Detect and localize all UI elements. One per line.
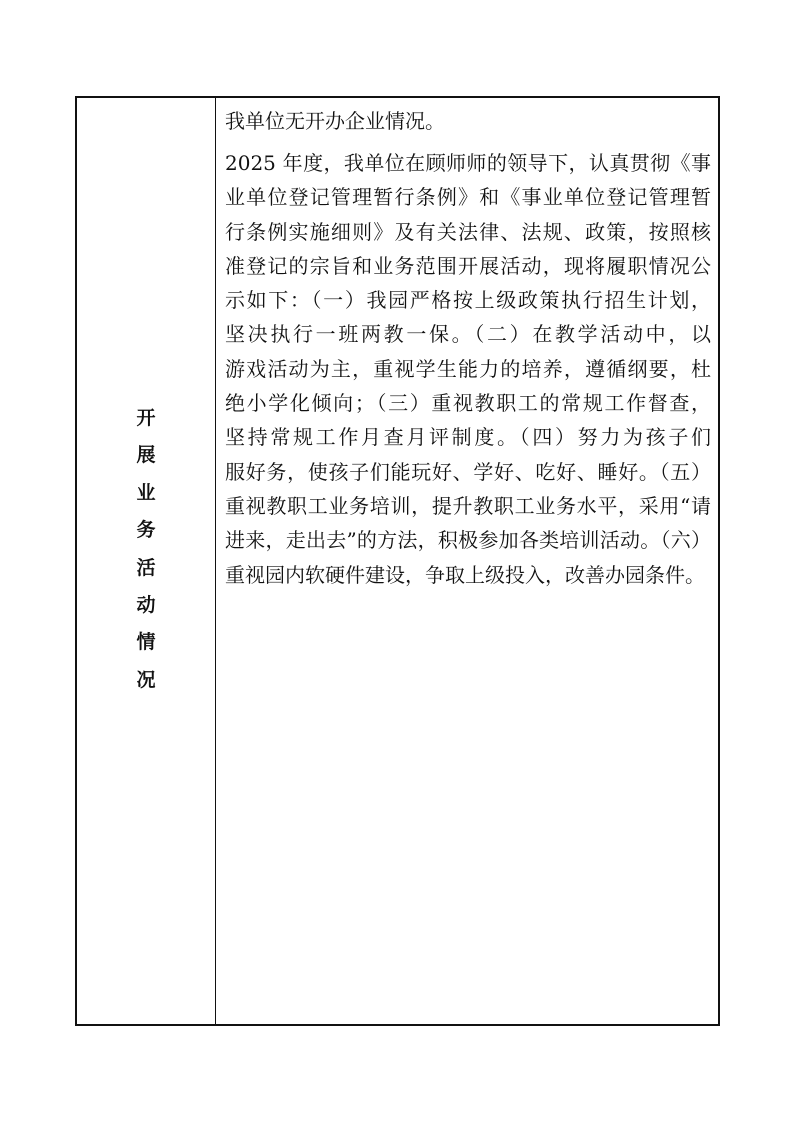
row-label-cell	[77, 98, 216, 1024]
row-label-char: 务	[136, 519, 156, 542]
text-line: 行条例实施细则》及有关法律、法规、政策，按照核	[225, 219, 711, 244]
text-line: 2025 年度，我单位在顾师师的领导下，认真贯彻《事	[225, 151, 711, 175]
text-line: 服好务，使孩子们能玩好、学好、吃好、睡好。（五）	[225, 459, 711, 484]
text-line: 进来，走出去”的方法，积极参加各类培训活动。（六）	[225, 528, 711, 553]
text-line: 准登记的宗旨和业务范围开展活动，现将履职情况公	[225, 253, 711, 278]
text-line: 坚决执行一班两教一保。（二）在教学活动中，以	[225, 322, 711, 347]
text-line: 业单位登记管理暂行条例》和《事业单位登记管理暂	[225, 185, 711, 210]
row-label-char: 动	[136, 593, 156, 616]
text-line: 重视园内软硬件建设，争取上级投入，改善办园条件。	[225, 562, 705, 587]
row-label-char: 情	[136, 631, 156, 654]
row-content-cell	[216, 98, 718, 1024]
no-enterprise-statement: 我单位无开办企业情况。	[225, 109, 445, 133]
activity-report-table	[75, 96, 720, 1026]
text-line: 游戏活动为主，重视学生能力的培养，遵循纲要，杜	[225, 356, 711, 381]
text-line: 示如下：（一）我园严格按上级政策执行招生计划，	[225, 288, 711, 313]
activity-description	[225, 146, 711, 592]
text-line: 绝小学化倾向；（三）重视教职工的常规工作督查，	[225, 391, 711, 416]
text-line: 坚持常规工作月查月评制度。（四）努力为孩子们	[225, 425, 711, 450]
row-label-char: 展	[136, 444, 156, 467]
text-line: 重视教职工业务培训，提升教职工业务水平，采用“请	[225, 493, 711, 518]
row-label-char: 活	[136, 556, 156, 579]
row-label-char: 况	[136, 668, 156, 691]
row-label-char: 业	[136, 481, 156, 504]
row-label	[77, 400, 215, 699]
row-label-char: 开	[136, 407, 156, 429]
